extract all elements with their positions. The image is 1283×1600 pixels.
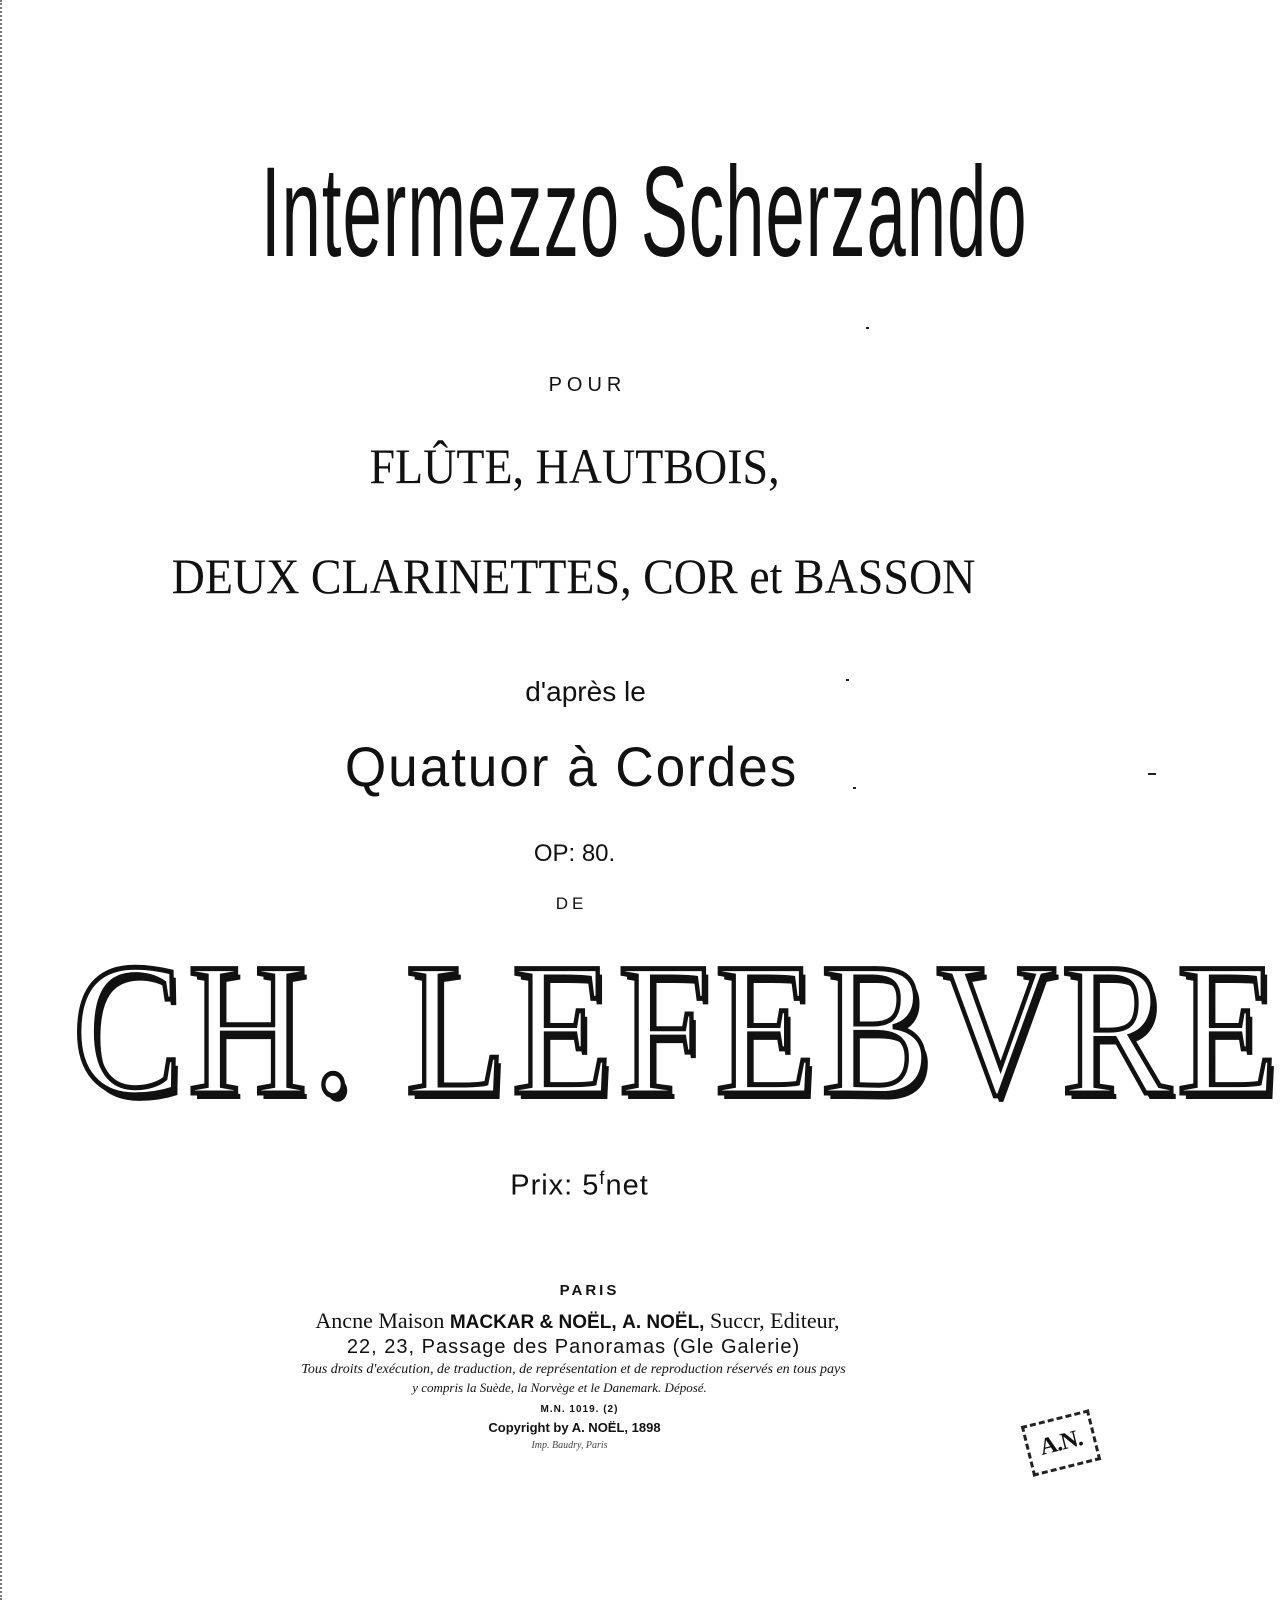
instrumentation-line-1: FLÛTE, HAUTBOIS, (369, 438, 780, 494)
publisher-line-1 (0, 1308, 1157, 1334)
composer-name: CH. LEFEBVRE (72, 925, 1283, 1135)
publisher-role: Succr, Editeur, (709, 1308, 840, 1333)
price (0, 1168, 1159, 1203)
scanned-page-edge (0, 0, 5, 1600)
rights-notice-line-2: y compris la Suède, la Norvège et le Danemark. Déposé. (412, 1380, 707, 1395)
publisher-successor-name: A. NOËL, (622, 1312, 705, 1333)
scan-speck (866, 327, 869, 329)
price-prefix: Prix: 5 (510, 1169, 600, 1202)
price-unit: f (599, 1168, 606, 1188)
printer-imprint: Imp. Baudry, Paris (531, 1440, 608, 1451)
source-work-title: Quatuor à Cordes (344, 735, 799, 798)
publisher-house-prefix: Ancne Maison (315, 1308, 445, 1333)
rights-notice-line-1: Tous droits d'exécution, de traduction, de représentation et de reproduction réservés en tous pays (301, 1362, 846, 1377)
plate-number: M.N. 1019. (2) (540, 1404, 619, 1415)
price-suffix: net (605, 1169, 649, 1202)
after-label: d'après le (525, 676, 646, 707)
pour-label: POUR (548, 374, 627, 396)
stamp-text: A.N. (1037, 1424, 1085, 1461)
scan-speck (846, 679, 849, 681)
publisher-address: 22, 23, Passage des Panoramas (Gle Galerie) (346, 1336, 801, 1358)
publisher-house-name: MACKAR & NOËL, (449, 1312, 617, 1333)
work-title: Intermezzo Scherzando (261, 141, 1028, 284)
instrumentation-line-2: DEUX CLARINETTES, COR et BASSON (171, 548, 976, 604)
scan-speck (853, 787, 856, 789)
opus-number: OP: 80. (533, 840, 616, 867)
scan-speck (1148, 773, 1156, 775)
de-label: DE (555, 894, 588, 913)
publisher-city: PARIS (559, 1282, 620, 1299)
copyright-notice: Copyright by A. NOËL, 1898 (488, 1420, 661, 1435)
